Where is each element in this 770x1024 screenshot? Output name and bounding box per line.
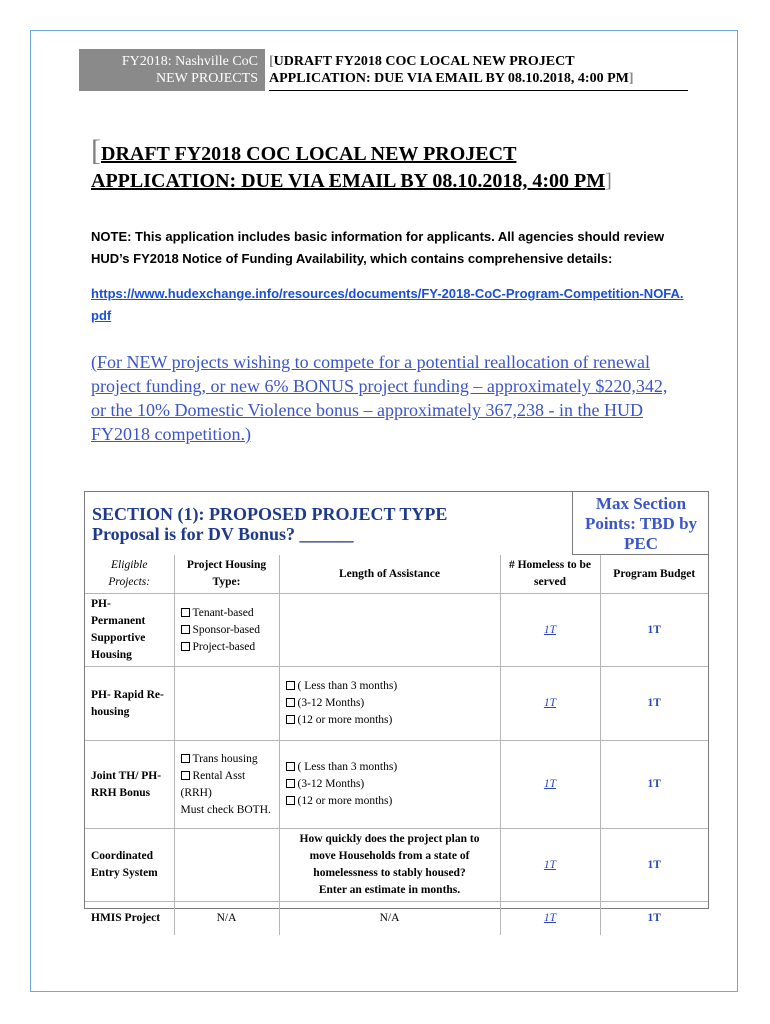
intro-text: (For NEW projects wishing to compete for a potential reallocation of renewal project funding, or new 6% BONUS project funding – approximately $220,342, or the 10% Domestic Violence bonus – approximately 367,238 - in the HUD FY2018 competition.) [91,352,668,444]
title-open-bracket: [ [91,134,101,167]
note-paragraph: NOTE: This application includes basic information for applicants. All agencies should review HUD’s FY2018 Notice of Funding Availability, which contains comprehensive details: [91,229,665,266]
row-label-rrh: PH- Rapid Re-housing [85,667,174,741]
section-heading [85,492,572,555]
table-row-psh [85,594,708,667]
psh-housing-options [174,594,279,667]
header-homeless: # Homeless to be served [500,555,600,594]
joint-3-12-checkbox[interactable] [286,779,295,788]
joint-less-3-checkbox[interactable] [286,762,295,771]
psh-length-cell [279,594,500,667]
section-points-line1: Max Section [595,494,687,513]
ces-budget-field[interactable]: 1T [600,829,708,902]
table-row-ces [85,829,708,902]
nofa-link[interactable]: https://www.hudexchange.info/resources/documents/FY-2018-CoC-Program-Competition-NOFA.pdf [91,286,684,323]
joint-3-12-label: (3-12 Months) [297,778,365,790]
psh-homeless-field[interactable]: 1T [500,594,600,667]
rrh-housing-cell [174,667,279,741]
joint-housing-options [174,741,279,829]
hmis-budget-field[interactable]: 1T [600,902,708,935]
rrh-12-plus-label: (12 or more months) [297,714,393,726]
header-right-title [269,49,688,91]
header-housing-type: Project Housing Type: [174,555,279,594]
rrh-budget-field[interactable]: 1T [600,667,708,741]
header-eligible: Eligible Projects: [85,555,174,594]
sponsor-based-checkbox[interactable] [181,625,190,634]
section-1-box [84,491,709,924]
document-title [91,134,691,195]
rrh-less-3-label: ( Less than 3 months) [297,680,398,692]
header-budget: Program Budget [600,555,708,594]
joint-12-plus-checkbox[interactable] [286,796,295,805]
table-row-rrh [85,667,708,741]
header-left-label [79,49,265,91]
table-header-row [85,555,708,594]
header-left-line2: NEW PROJECTS [155,71,258,86]
ces-homeless-field[interactable]: 1T [500,829,600,902]
section-points-line2: Points: TBD by [584,514,698,533]
trans-housing-label: Trans housing [192,752,258,765]
psh-budget-field[interactable]: 1T [600,594,708,667]
rrh-3-12-label: (3-12 Months) [297,697,365,709]
section-heading-line1: SECTION (1): PROPOSED PROJECT TYPE [92,504,448,524]
running-header [79,49,688,91]
title-line2: APPLICATION: DUE VIA EMAIL BY 08.10.2018, 4:00 PM [91,170,606,192]
rental-asst-checkbox[interactable] [181,771,190,780]
row-label-ces: Coordinated Entry System [85,829,174,902]
must-check-note: Must check BOTH. [180,803,271,816]
sponsor-based-label: Sponsor-based [192,623,260,636]
joint-12-plus-label: (12 or more months) [297,795,393,807]
title-line1: DRAFT FY2018 COC LOCAL NEW PROJECT [101,143,517,165]
ces-estimate-note: Enter an estimate in months. [318,884,461,896]
table-row-hmis [85,902,708,935]
project-based-label: Project-based [192,640,256,653]
table-row-joint [85,741,708,829]
hmis-homeless-field[interactable]: 1T [500,902,600,935]
row-label-psh: PH- Permanent Supportive Housing [85,594,174,667]
ces-housing-cell [174,829,279,902]
project-based-checkbox[interactable] [181,642,190,651]
section-heading-line2: Proposal is for DV Bonus? ______ [92,524,354,544]
header-right-line2: APPLICATION: DUE VIA EMAIL BY 08.10.2018, 4:00 PM [269,71,629,86]
row-label-hmis: HMIS Project [85,902,174,935]
rental-asst-label: Rental Asst (RRH) [180,769,246,799]
ces-question-cell [279,829,500,902]
tenant-based-checkbox[interactable] [181,608,190,617]
project-type-table [85,555,708,935]
hmis-length: N/A [279,902,500,935]
section-points-line3: PEC [624,534,658,553]
header-left-line1: FY2018: Nashville CoC [121,54,258,69]
header-open-bracket: [ [269,54,274,69]
row-label-joint: Joint TH/ PH-RRH Bonus [85,741,174,829]
section-points [572,492,709,555]
intro-paragraph [91,350,681,446]
trans-housing-checkbox[interactable] [181,754,190,763]
rrh-homeless-field[interactable]: 1T [500,667,600,741]
joint-budget-field[interactable]: 1T [600,741,708,829]
joint-homeless-field[interactable]: 1T [500,741,600,829]
title-close-bracket: ] [605,170,612,192]
joint-less-3-label: ( Less than 3 months) [297,761,398,773]
header-length: Length of Assistance [279,555,500,594]
hmis-housing-type: N/A [174,902,279,935]
joint-length-options [279,741,500,829]
ces-question: How quickly does the project plan to move Households from a state of homelessness to stably housed? [299,833,480,879]
rrh-3-12-checkbox[interactable] [286,698,295,707]
rrh-12-plus-checkbox[interactable] [286,715,295,724]
tenant-based-label: Tenant-based [192,606,254,619]
rrh-less-3-checkbox[interactable] [286,681,295,690]
header-right-line1: UDRAFT FY2018 COC LOCAL NEW PROJECT [273,54,575,69]
header-close-bracket: ] [628,71,634,86]
rrh-length-options [279,667,500,741]
